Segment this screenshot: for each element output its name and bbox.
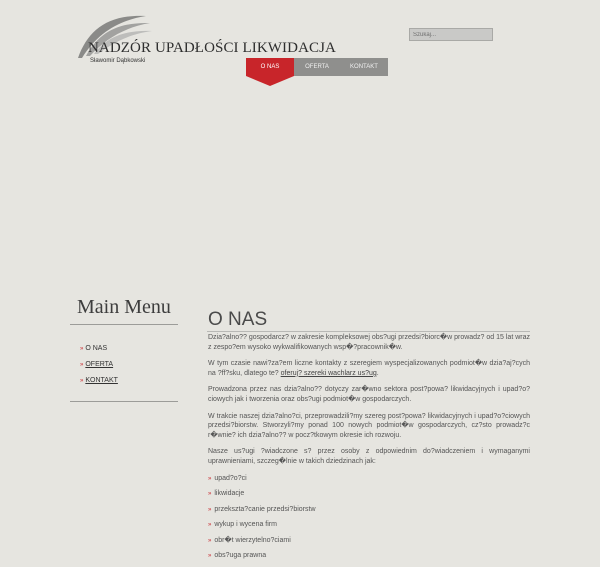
list-item bbox=[208, 505, 530, 521]
nav-item-kontakt[interactable]: KONTAKT bbox=[340, 58, 388, 76]
logo-title: NADZÓR UPADŁOŚCI LIKWIDACJA bbox=[88, 40, 336, 56]
paragraph-sectors: Prowadzona przez nas dzia?alno?? dotyczy zar�wno sektora post?powa? likwidacyjnych i upad?o?ciowych jak i tworzenia oraz obs?ugi podmiot�w gospodarczych. bbox=[208, 386, 530, 403]
sidebar-title: Main Menu bbox=[77, 296, 171, 318]
paragraph-contacts-end: . bbox=[376, 369, 379, 377]
list-item bbox=[208, 520, 530, 536]
arrow-bullet-icon: » bbox=[208, 491, 212, 498]
paragraph-intro: Dzia?alno?? gospodarcz? w zakresie kompleksowej obs?ugi przedsi?biorc�w prowadz? od 15 lat wraz z zespo?em wysoko wykwalifikowanych wsp�?pracownik�w. bbox=[208, 334, 530, 351]
offer-link[interactable]: oferuj? szereki wachlarz us?ug bbox=[280, 369, 377, 377]
title-divider bbox=[207, 331, 530, 332]
paragraph-contacts bbox=[208, 359, 530, 378]
nav-item-oferta[interactable]: OFERTA bbox=[294, 58, 340, 76]
list-item-label: upad?o?ci bbox=[214, 474, 247, 482]
paragraph-experience: W trakcie naszej dzia?alno?ci, przeprowadzili?my szereg post?powa? likwidacyjnych i upad?o?ciowych przedsi?biorstw. Stworzyli?my ponad 100 nowych podmiot�w gospodarczych, cz?sto prowadz?c r�wnie? ich dzia?alno?? w pocz?tkowym okresie ich rozwoju. bbox=[208, 412, 530, 439]
arrow-bullet-icon: » bbox=[208, 537, 212, 544]
logo-subtitle: Sławomir Dąbkowski bbox=[90, 58, 146, 64]
list-item-label: obs?uga prawna bbox=[214, 552, 267, 560]
arrow-bullet-icon: » bbox=[80, 378, 84, 384]
list-item-label: likwidacje bbox=[214, 490, 245, 498]
arrow-bullet-icon: » bbox=[208, 553, 212, 560]
sidebar-link-oferta[interactable]: OFERTA bbox=[85, 361, 114, 368]
sidebar-item-kontakt bbox=[80, 376, 118, 392]
main-content bbox=[208, 333, 530, 567]
paragraph-contacts-text: W tym czasie nawi?za?em liczne kontakty z szeregiem wyspecjalizowanych podmiot�w dzia?aj?cych na ?ff?sku, dlatego te? bbox=[208, 360, 530, 377]
sidebar-divider-bottom bbox=[70, 401, 178, 402]
nav-item-o-nas[interactable]: O NAS bbox=[246, 58, 294, 76]
sidebar-link-o-nas[interactable]: O NAS bbox=[85, 345, 108, 352]
list-item bbox=[208, 536, 530, 552]
list-item-label: przekszta?canie przedsi?biorstw bbox=[214, 505, 316, 513]
sidebar-item-o-nas bbox=[80, 344, 118, 360]
list-item-label: wykup i wycena firm bbox=[214, 521, 277, 529]
list-item bbox=[208, 489, 530, 505]
page-title: O NAS bbox=[208, 309, 268, 330]
list-item bbox=[208, 474, 530, 490]
list-item-label: obr�t wierzytelno?ciami bbox=[214, 536, 291, 544]
paragraph-services: Nasze us?ugi ?wiadczone s? przez osoby z odpowiednim do?wiadczeniem i wymaganymi uprawnieniami, szczeg�lnie w takich dziedzinach jak: bbox=[208, 448, 530, 465]
arrow-bullet-icon: » bbox=[208, 522, 212, 529]
list-item bbox=[208, 551, 530, 567]
arrow-bullet-icon: » bbox=[208, 506, 212, 513]
sidebar-menu bbox=[80, 344, 118, 392]
arrow-bullet-icon: » bbox=[80, 346, 84, 352]
arrow-bullet-icon: » bbox=[80, 362, 84, 368]
main-nav bbox=[246, 58, 388, 76]
sidebar-item-oferta bbox=[80, 360, 118, 376]
arrow-bullet-icon: » bbox=[208, 475, 212, 482]
search-input[interactable] bbox=[409, 28, 493, 41]
sidebar-link-kontakt[interactable]: KONTAKT bbox=[85, 377, 118, 384]
services-list bbox=[208, 474, 530, 567]
sidebar-divider-top bbox=[70, 324, 178, 325]
